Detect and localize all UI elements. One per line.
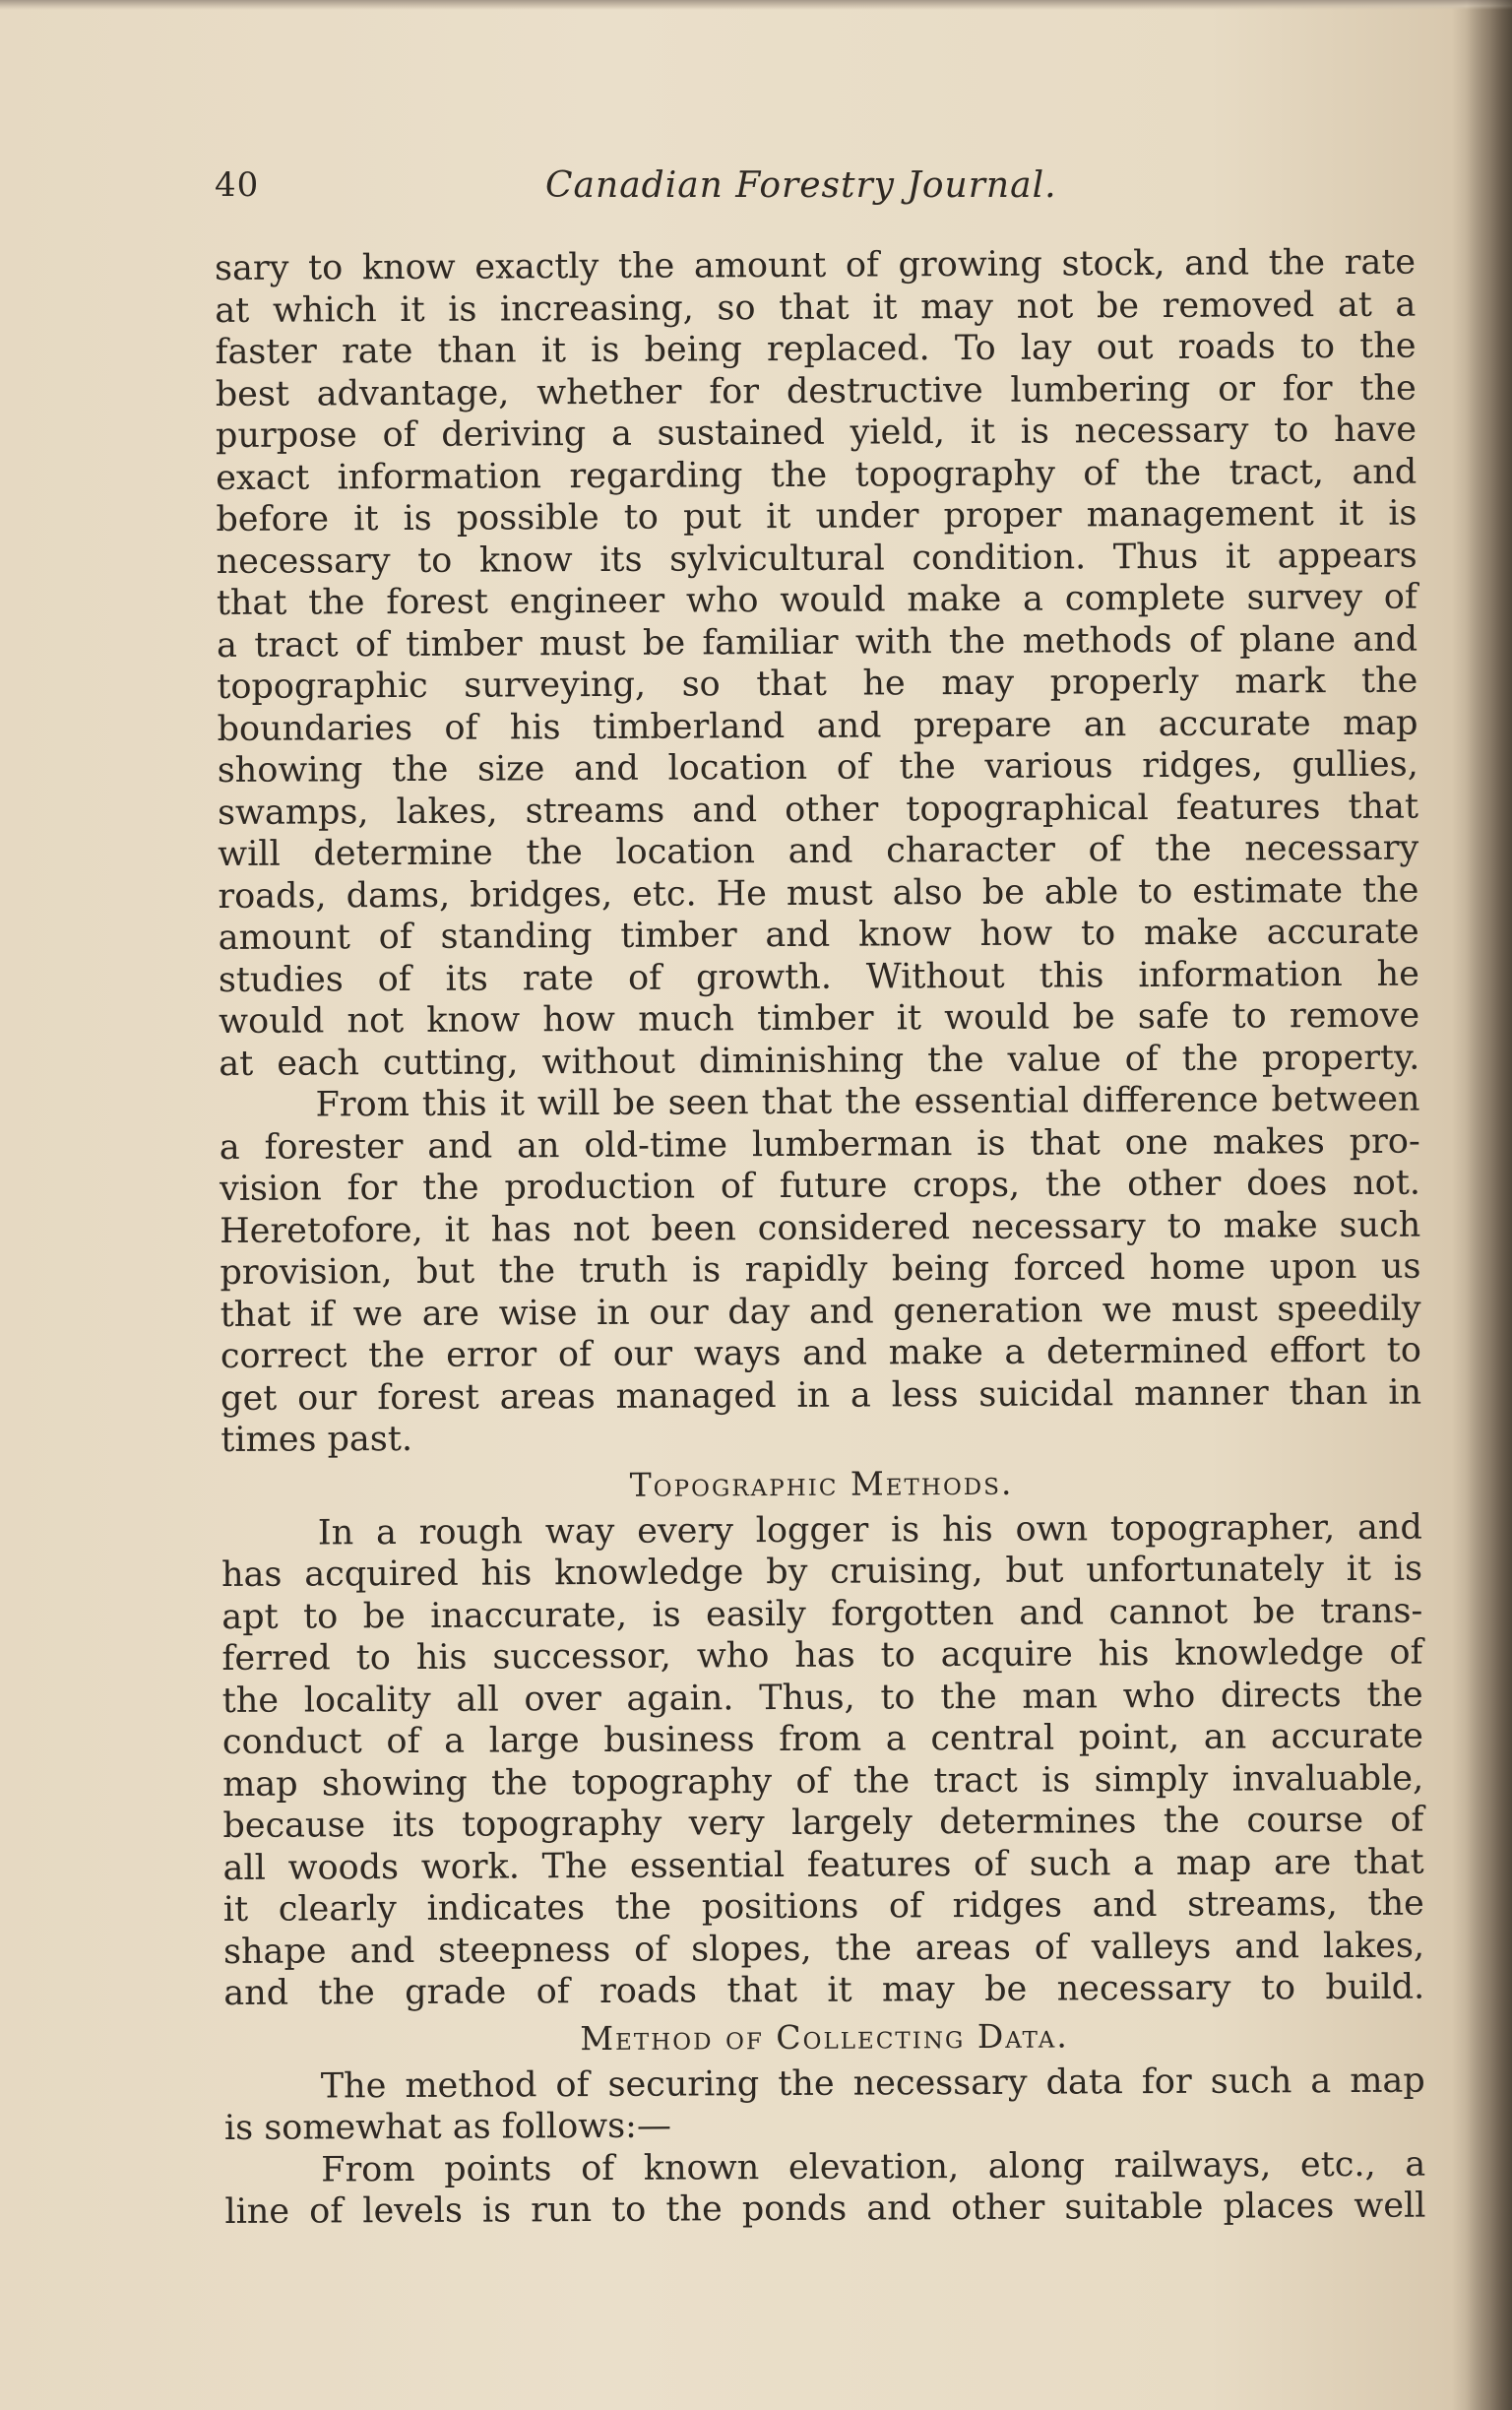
text-line: faster rate than it is being replaced. To lay out roads to the xyxy=(215,326,1417,372)
text-line: studies of its rate of growth. Without this information he xyxy=(218,954,1419,1000)
text-line: get our forest areas managed in a less suicidal manner than in xyxy=(220,1372,1422,1419)
section-heading-method-of-collecting-data: Method of Collecting Data. xyxy=(580,2015,1069,2058)
text-line: correct the error of our ways and make a determined effort to xyxy=(220,1330,1421,1376)
text-line: that if we are wise in our day and generation we must speedily xyxy=(220,1289,1421,1335)
text-line: before it is possible to put it under proper management it is xyxy=(216,493,1418,539)
section-heading-topographic-methods: Topographic Methods. xyxy=(629,1463,1014,1504)
text-line: exact information regarding the topography of the tract, and xyxy=(216,452,1418,498)
text-line: and the grade of roads that it may be necessary to build. xyxy=(223,1967,1425,2013)
page-top-edge xyxy=(0,0,1512,10)
text-line: From this it will be seen that the essential difference between xyxy=(315,1079,1420,1125)
page-number: 40 xyxy=(215,165,260,205)
article-body xyxy=(215,242,1438,2234)
text-line: necessary to know its sylvicultural condition. Thus it appears xyxy=(216,536,1418,582)
text-line: Heretofore, it has not been considered necessary to make such xyxy=(220,1205,1421,1251)
text-line: will determine the location and character of the necessary xyxy=(218,828,1419,874)
text-line: line of levels is run to the ponds and other suitable places well xyxy=(224,2186,1426,2232)
page-header xyxy=(215,165,1120,221)
paragraph-5 xyxy=(224,2143,1437,2233)
paragraph-3 xyxy=(221,1506,1437,2014)
text-line: at each cutting, without diminishing the value of the property. xyxy=(219,1038,1420,1084)
paragraph-2 xyxy=(219,1079,1433,1462)
text-line: purpose of deriving a sustained yield, it is necessary to have xyxy=(215,410,1418,456)
text-line: swamps, lakes, streams and other topographical features that xyxy=(217,787,1419,833)
page-gutter-shadow xyxy=(1467,0,1512,2410)
text-line: In a rough way every logger is his own topographer, and xyxy=(317,1507,1422,1553)
text-line: shape and steepness of slopes, the areas of valleys and lakes, xyxy=(222,1926,1425,1972)
text-line: best advantage, whether for destructive lumbering or for the xyxy=(215,368,1417,414)
text-line: would not know how much timber it would be safe to remove xyxy=(219,995,1420,1042)
text-line: conduct of a large business from a central point, an accurate xyxy=(221,1716,1424,1762)
text-line: ferred to his successor, who has to acquire his knowledge of xyxy=(221,1632,1423,1679)
text-line: is somewhat as follows:— xyxy=(223,2106,672,2148)
running-title: Canadian Forestry Journal. xyxy=(545,165,1057,206)
text-line: a forester and an old-time lumberman is that one makes pro- xyxy=(219,1121,1420,1168)
text-line: it clearly indicates the positions of ridges and streams, the xyxy=(222,1883,1424,1930)
text-line: has acquired his knowledge by cruising, but unfortunately it is xyxy=(220,1549,1423,1595)
paragraph-1 xyxy=(215,242,1431,1085)
text-line: all woods work. The essential features of such a map are that xyxy=(222,1842,1424,1888)
text-line: provision, but the truth is rapidly being forced home upon us xyxy=(220,1246,1421,1293)
text-line: times past. xyxy=(220,1419,413,1460)
paragraph-4 xyxy=(224,2060,1437,2149)
text-line: amount of standing timber and know how to make accurate xyxy=(218,912,1419,958)
text-line: the locality all over again. Thus, to the man who directs the xyxy=(221,1675,1423,1721)
text-line: boundaries of his timberland and prepare an accurate map xyxy=(217,703,1418,749)
text-line: map showing the topography of the tract is simply invaluable, xyxy=(222,1758,1424,1805)
text-line: topographic surveying, so that he may properly mark the xyxy=(217,661,1418,707)
text-line: that the forest engineer who would make a complete survey of xyxy=(216,577,1418,623)
text-line: showing the size and location of the various ridges, gullies, xyxy=(217,744,1418,791)
text-line: The method of securing the necessary data for such a map xyxy=(320,2061,1425,2106)
text-line: at which it is increasing, so that it may not be removed at a xyxy=(215,285,1417,331)
text-line: sary to know exactly the amount of growing stock, and the rate xyxy=(215,242,1417,288)
text-line: vision for the production of future crops, the other does not. xyxy=(219,1163,1421,1209)
text-line: because its topography very largely determines the course of xyxy=(222,1800,1424,1846)
text-line: roads, dams, bridges, etc. He must also be able to estimate the xyxy=(218,870,1419,917)
text-line: From points of known elevation, along railways, etc., a xyxy=(321,2144,1426,2189)
text-line: a tract of timber must be familiar with the methods of plane and xyxy=(217,619,1418,666)
text-line: apt to be inaccurate, is easily forgotten and cannot be trans- xyxy=(221,1591,1423,1637)
